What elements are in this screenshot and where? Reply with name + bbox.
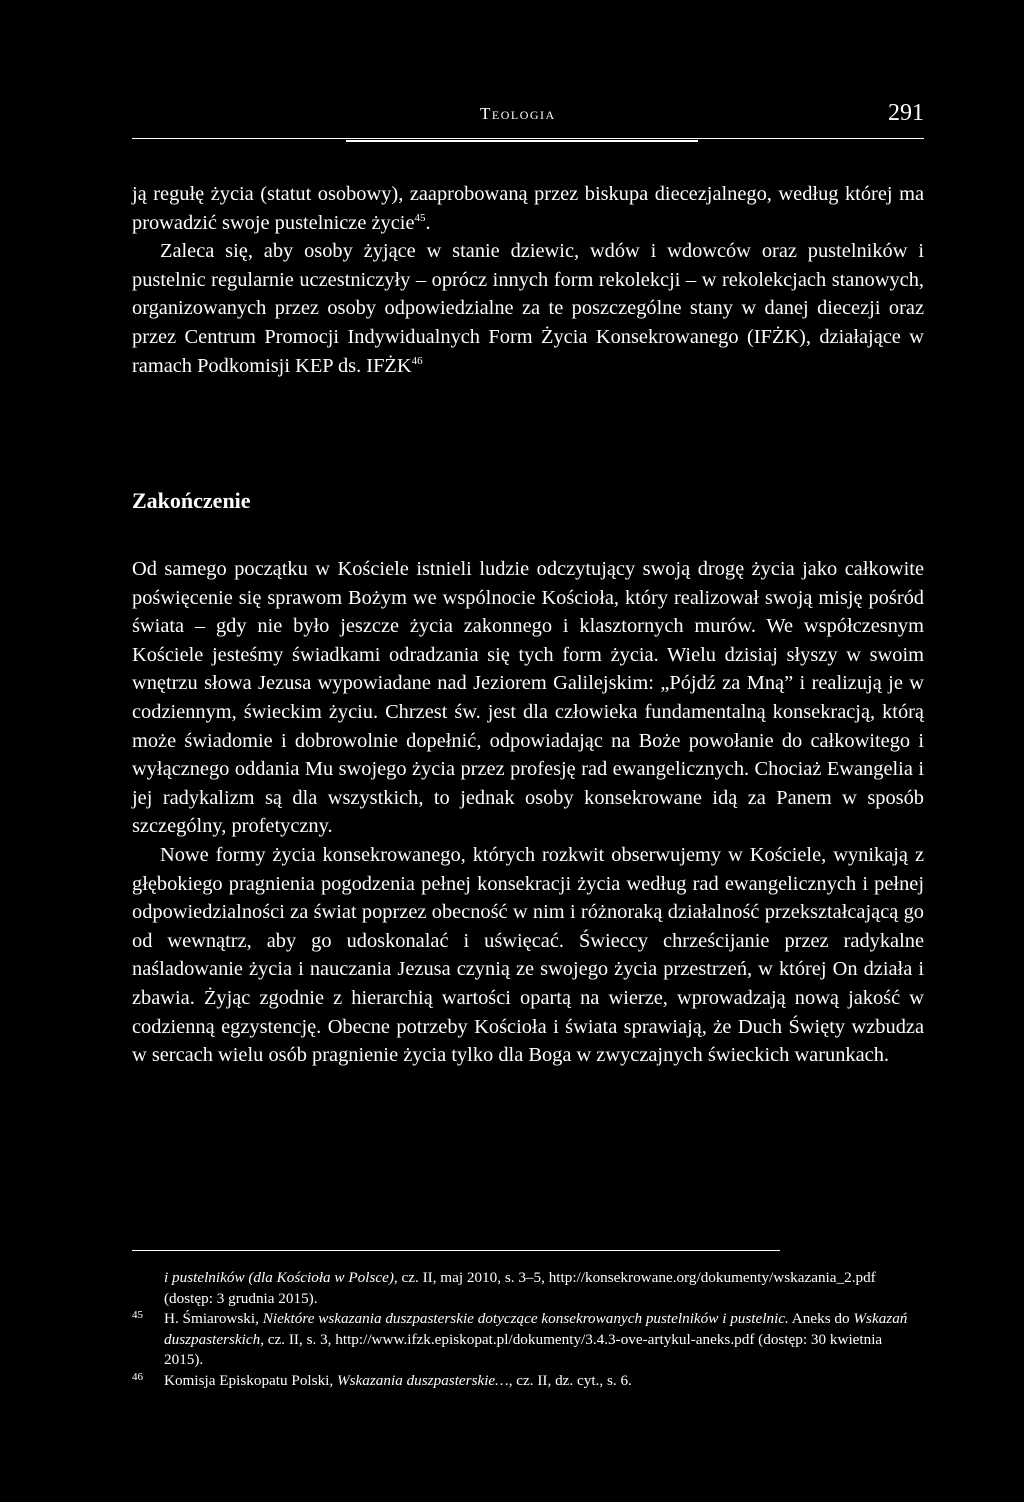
footnote-ref-45[interactable]: 45: [414, 211, 426, 224]
body-text-conclusion: [132, 555, 924, 1070]
paragraph-punct: .: [425, 211, 431, 234]
paragraph: Nowe formy życia konsekrowanego, których rozkwit obserwujemy w Kościele, wynikają z głębokiego pragnienia pogodzenia pełnej konsekracji życia według rad ewangelicznych i pełnej odpowiedzialności za świat poprzez obecność w nim i różnoraką działalność przekształcającą go od wewnątrz, aby go udoskonalać i uświęcać. Świeccy chrześcijanie przez radykalne naśladowanie życia i nauczania Jezusa czynią ze swojego życia przestrzeń, w której On działa i zbawia. Żyjąc zgodnie z hierarchią wartości opartą na wierze, wprowadzają nową jakość w codzienną egzystencję. Obecne potrzeby Kościoła i świata sprawiają, że Duch Święty wzbudza w sercach wielu osób pragnienie życia tylko dla Boga w zwyczajnych świeckich warunkach.: [132, 843, 924, 1067]
body-text-top: [132, 180, 924, 380]
running-header: [132, 100, 924, 140]
footnote-text: , cz. II, dz. cyt., s. 6.: [508, 1371, 632, 1389]
paragraph-text: ją regułę życia (statut osobowy), zaaprobowaną przez biskupa diecezjalnego, według której ma prowadzić swoje pustelnicze życie: [132, 183, 924, 234]
running-title: Teologia: [480, 104, 556, 123]
paragraph: Od samego początku w Kościele istnieli ludzie odczytujący swoją drogę życia jako całkowite poświęcenie się sprawom Bożym we wspólnocie Kościoła, który realizował swoją misję pośród świata – gdy nie było jeszcze życia zakonnego i klasztornych murów. We współczesnym Kościele jesteśmy świadkami odradzania się tych form życia. Wielu dzisiaj słyszy w swoim wnętrzu słowa Jezusa wypowiadane nad Jeziorem Galilejskim: „Pójdź za Mną” i realizują je w codziennym, świeckim życiu. Chrzest św. jest dla człowieka fundamentalną konsekracją, którą może świadomie i dobrowolnie dopełnić, odpowiadając na Boże powołanie do całkowitego i wyłącznego oddania Mu swojego życia przez profesję rad ewangelicznych. Chociaż Ewangelia i jej radykalizm są dla wszystkich, to jednak osoby konsekrowane idą za Panem w sposób szczególny, profetyczny.: [132, 558, 924, 838]
footnote-text: , cz. II, maj 2010, s. 3–5, http://konsekrowane.org/dokumenty/wskazania_2.pdf (dostęp: 3 grudnia 2015).: [164, 1269, 876, 1307]
footnote-italic: Wskazań duszpasterskich: [164, 1310, 908, 1348]
footnote-46: [132, 1371, 924, 1392]
footnote-text: , cz. II, s. 3, http://www.ifzk.episkopat.pl/dokumenty/3.4.3-ove-artykul-aneks.pdf (dostęp: 30 kwietnia 2015).: [164, 1330, 883, 1369]
header-rule-accent: [346, 140, 698, 142]
footnote-number: 45: [132, 1309, 143, 1322]
footnote-italic: Wskazania duszpasterskie…: [336, 1371, 509, 1389]
footnote-number: 46: [132, 1370, 143, 1383]
footnote-text: H. Śmiarowski,: [164, 1310, 263, 1328]
header-rule: [132, 138, 924, 139]
footnote-continuation: [132, 1268, 924, 1309]
footnote-text: Komisja Episkopatu Polski,: [164, 1371, 337, 1389]
paragraph-recollection: [132, 237, 924, 380]
page-number: 291: [888, 100, 924, 126]
footnote-rule: [132, 1250, 780, 1251]
footnote-italic: i pustelników (dla Kościoła w Polsce): [164, 1269, 394, 1286]
paragraph-continued: [132, 180, 924, 237]
footnote-italic: Niektóre wskazania duszpasterskie dotyczące konsekrowanych pustelników i pustelnic.: [262, 1310, 789, 1328]
footnotes: [132, 1268, 924, 1392]
footnote-text: Aneks do: [788, 1310, 854, 1328]
footnote-ref-46[interactable]: 46: [411, 354, 423, 367]
section-heading: Zakończenie: [132, 488, 251, 513]
paragraph-text: Zaleca się, aby osoby żyjące w stanie dziewic, wdów i wdowców oraz pustelników i pustelnic regularnie uczestniczyły – oprócz innych form rekolekcji – w rekolekcjach stanowych, organizowanych przez osoby odpowiedzialne za te poszczególne stany w danej diecezji oraz przez Centrum Promocji Indywidualnych Form Życia Konsekrowanego (IFŻK), działające w ramach Podkomisji KEP ds. IFŻK: [132, 240, 924, 377]
footnote-45: [132, 1309, 924, 1371]
